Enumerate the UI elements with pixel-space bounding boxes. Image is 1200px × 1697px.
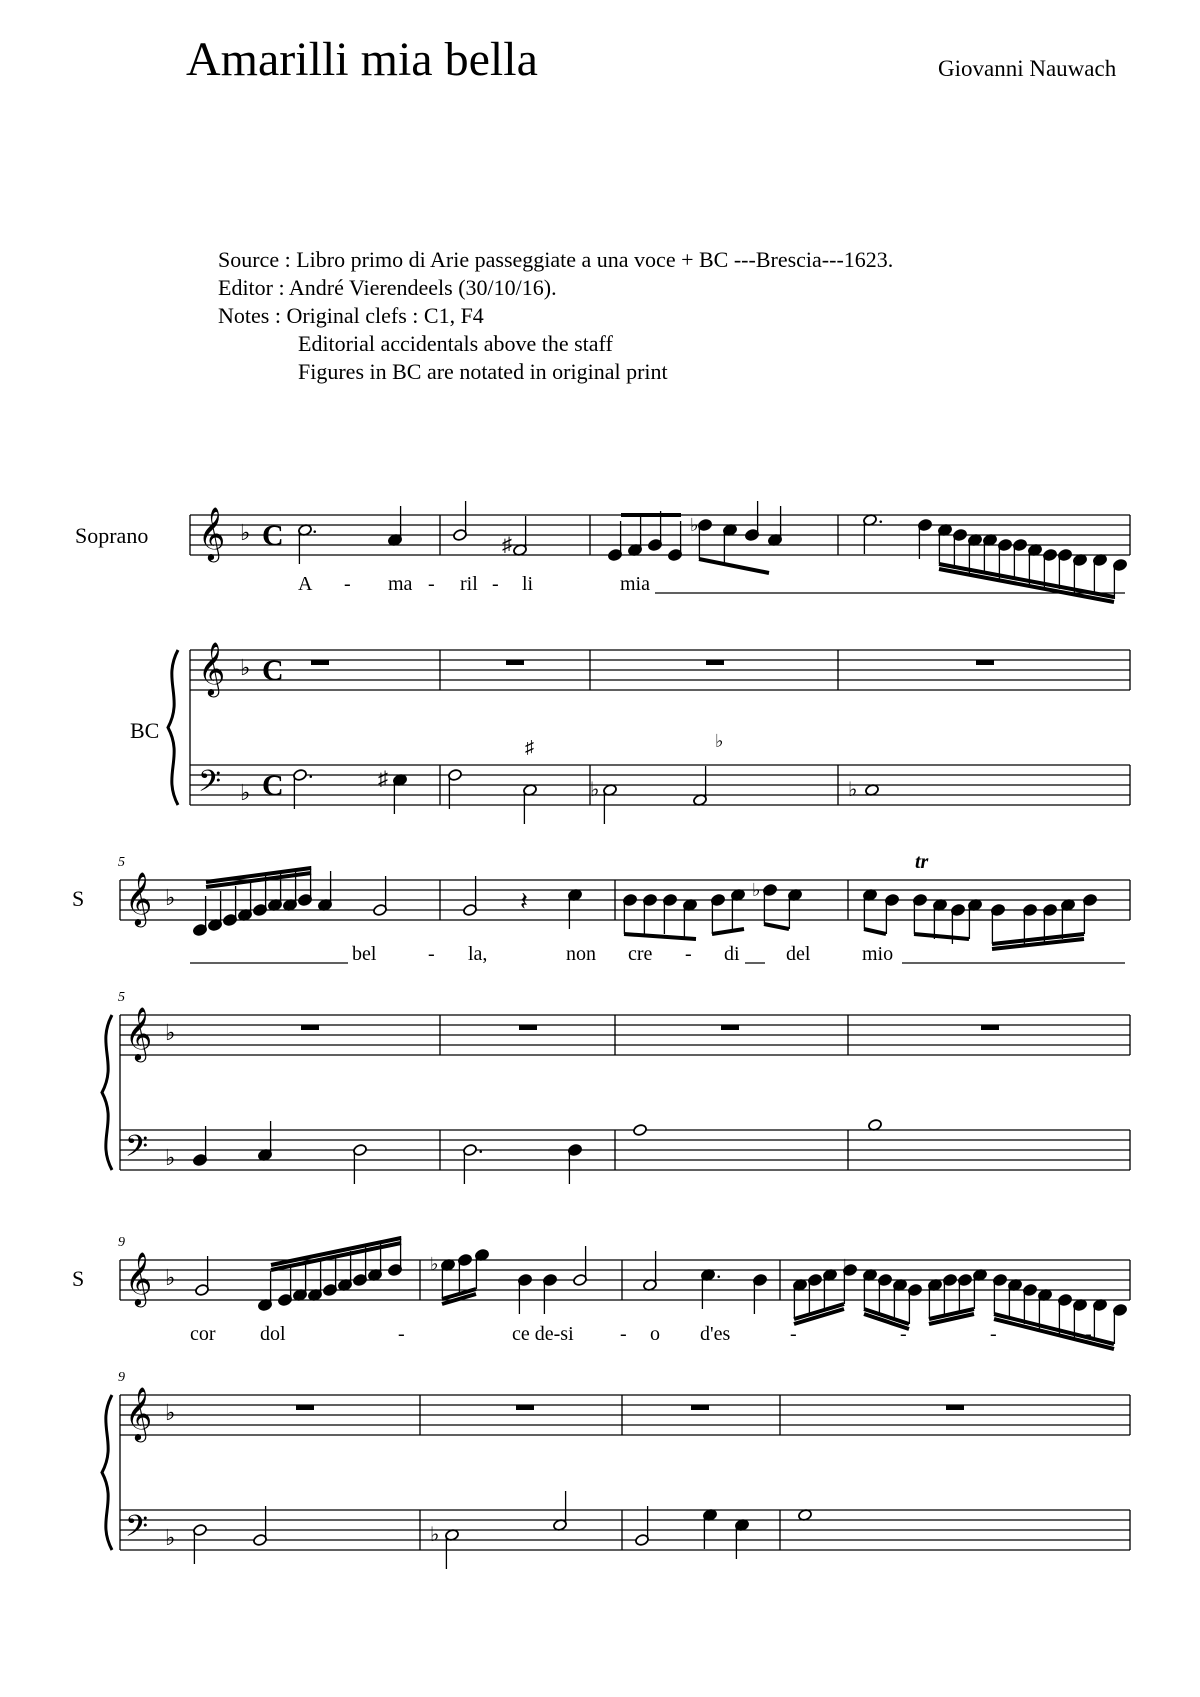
- bc-brace: [102, 1015, 112, 1170]
- key-signature-flat-icon: ♭: [165, 1400, 176, 1425]
- accidentals-line: Editorial accidentals above the staff: [298, 331, 613, 356]
- quarter-rest-icon: 𝄽: [520, 887, 528, 916]
- beam: [914, 934, 969, 939]
- source-line: Source : Libro primo di Arie passeggiate a una voce + BC ---Brescia---1623.: [218, 247, 894, 272]
- beam: [624, 934, 696, 939]
- lyric-syllable: -: [990, 1323, 997, 1345]
- bc-figure: ♭: [715, 731, 724, 751]
- measure-number: 9: [118, 1370, 125, 1385]
- flat-icon: ♭: [690, 515, 699, 535]
- whole-rest: [506, 660, 524, 665]
- key-signature-flat-icon: ♭: [165, 1525, 176, 1550]
- sharp-icon: ♯: [502, 534, 512, 556]
- soprano-abbrev-label: S: [72, 886, 85, 911]
- beam: [939, 564, 1114, 597]
- lyric-syllable: ril: [460, 573, 478, 595]
- treble-clef-icon: 𝄞: [125, 873, 153, 924]
- whole-rest: [706, 660, 724, 665]
- whole-rest: [311, 660, 329, 665]
- trill-ornament: tr: [915, 851, 929, 873]
- beam: [864, 929, 886, 934]
- clefs-line: Notes : Original clefs : C1, F4: [218, 303, 484, 328]
- treble-clef-icon: 𝄞: [198, 643, 226, 694]
- bc-figure: ♯: [525, 737, 534, 757]
- flat-icon: ♭: [848, 779, 858, 801]
- lyric-syllable: la,: [468, 943, 488, 965]
- whole-rest: [516, 1405, 534, 1410]
- key-signature-flat-icon: ♭: [165, 885, 176, 910]
- lyric-syllable: di: [724, 943, 740, 965]
- sharp-icon: ♯: [378, 768, 388, 790]
- composer-name: Giovanni Nauwach: [938, 56, 1117, 81]
- flat-icon: ♭: [430, 1524, 440, 1546]
- lyric-syllable: A: [298, 573, 313, 595]
- whole-rest: [691, 1405, 709, 1410]
- soprano-abbrev-label: S: [72, 1266, 85, 1291]
- whole-rest: [721, 1025, 739, 1030]
- beam: [939, 569, 1114, 602]
- lyric-syllable: -: [790, 1323, 797, 1345]
- flat-icon: ♭: [843, 1256, 852, 1276]
- editor-line: Editor : André Vierendeels (30/10/16).: [218, 275, 557, 300]
- time-signature: C: [262, 654, 284, 687]
- measure-number: 5: [118, 855, 125, 870]
- key-signature-flat-icon: ♭: [165, 1265, 176, 1290]
- soprano-label: Soprano: [75, 523, 149, 548]
- measure-number: 9: [118, 1235, 125, 1250]
- key-signature-flat-icon: ♭: [240, 520, 251, 545]
- dot: .: [308, 758, 314, 783]
- lyric-syllable: cor: [190, 1323, 216, 1345]
- bass-clef-icon: 𝄢: [125, 1130, 149, 1170]
- treble-clef-icon: 𝄞: [125, 1253, 153, 1304]
- lyric-syllable: ce de-si: [512, 1323, 574, 1345]
- lyric-syllable: -: [685, 943, 692, 965]
- dot: .: [478, 1133, 484, 1158]
- key-signature-flat-icon: ♭: [165, 1020, 176, 1045]
- beam: [712, 929, 744, 934]
- key-signature-flat-icon: ♭: [240, 780, 251, 805]
- beam: [994, 1319, 1114, 1349]
- measure-number: 5: [118, 990, 125, 1005]
- key-signature-flat-icon: ♭: [240, 655, 251, 680]
- lyric-syllable: o: [650, 1323, 660, 1345]
- lyric-syllable: dol: [260, 1323, 286, 1345]
- note: [633, 1124, 648, 1137]
- lyric-syllable: mio: [862, 943, 894, 965]
- time-signature: C: [262, 519, 284, 552]
- lyric-syllable: -: [492, 573, 499, 595]
- beam: [699, 559, 769, 573]
- treble-clef-icon: 𝄞: [125, 1008, 153, 1059]
- figures-line: Figures in BC are notated in original print: [298, 359, 668, 384]
- lyric-syllable: bel: [352, 943, 377, 965]
- whole-rest: [519, 1025, 537, 1030]
- dot: .: [878, 503, 884, 528]
- flat-icon: ♭: [752, 880, 761, 900]
- time-signature: C: [262, 769, 284, 802]
- dot: .: [312, 513, 318, 538]
- lyric-syllable: -: [428, 573, 435, 595]
- lyric-syllable: d'es: [700, 1323, 731, 1345]
- lyric-syllable: -: [344, 573, 351, 595]
- lyric-syllable: -: [620, 1323, 627, 1345]
- bc-brace: [102, 1395, 112, 1550]
- bc-label: BC: [130, 718, 160, 743]
- lyric-syllable: -: [1085, 1323, 1092, 1345]
- bass-clef-icon: 𝄢: [125, 1510, 149, 1550]
- lyric-syllable: -: [428, 943, 435, 965]
- whole-rest: [946, 1405, 964, 1410]
- bc-brace: [168, 650, 178, 805]
- whole-rest: [296, 1405, 314, 1410]
- bass-clef-icon: 𝄢: [198, 765, 222, 805]
- flat-icon: ♭: [430, 1254, 439, 1274]
- whole-rest: [976, 660, 994, 665]
- key-signature-flat-icon: ♭: [165, 1145, 176, 1170]
- beam: [994, 1314, 1114, 1344]
- lyric-syllable: del: [786, 943, 811, 965]
- lyric-syllable: -: [398, 1323, 405, 1345]
- beam: [764, 924, 789, 929]
- lyric-syllable: li: [522, 573, 534, 595]
- lyric-syllable: ma: [388, 573, 413, 595]
- whole-rest: [981, 1025, 999, 1030]
- whole-rest: [301, 1025, 319, 1030]
- lyric-syllable: cre: [628, 943, 653, 965]
- dot: .: [716, 1258, 722, 1283]
- lyric-syllable: non: [566, 943, 596, 965]
- lyric-syllable: -: [900, 1323, 907, 1345]
- treble-clef-icon: 𝄞: [125, 1388, 153, 1439]
- flat-icon: ♭: [590, 779, 600, 801]
- piece-title: Amarilli mia bella: [186, 33, 538, 86]
- treble-clef-icon: 𝄞: [198, 508, 226, 559]
- lyric-syllable: mia: [620, 573, 650, 595]
